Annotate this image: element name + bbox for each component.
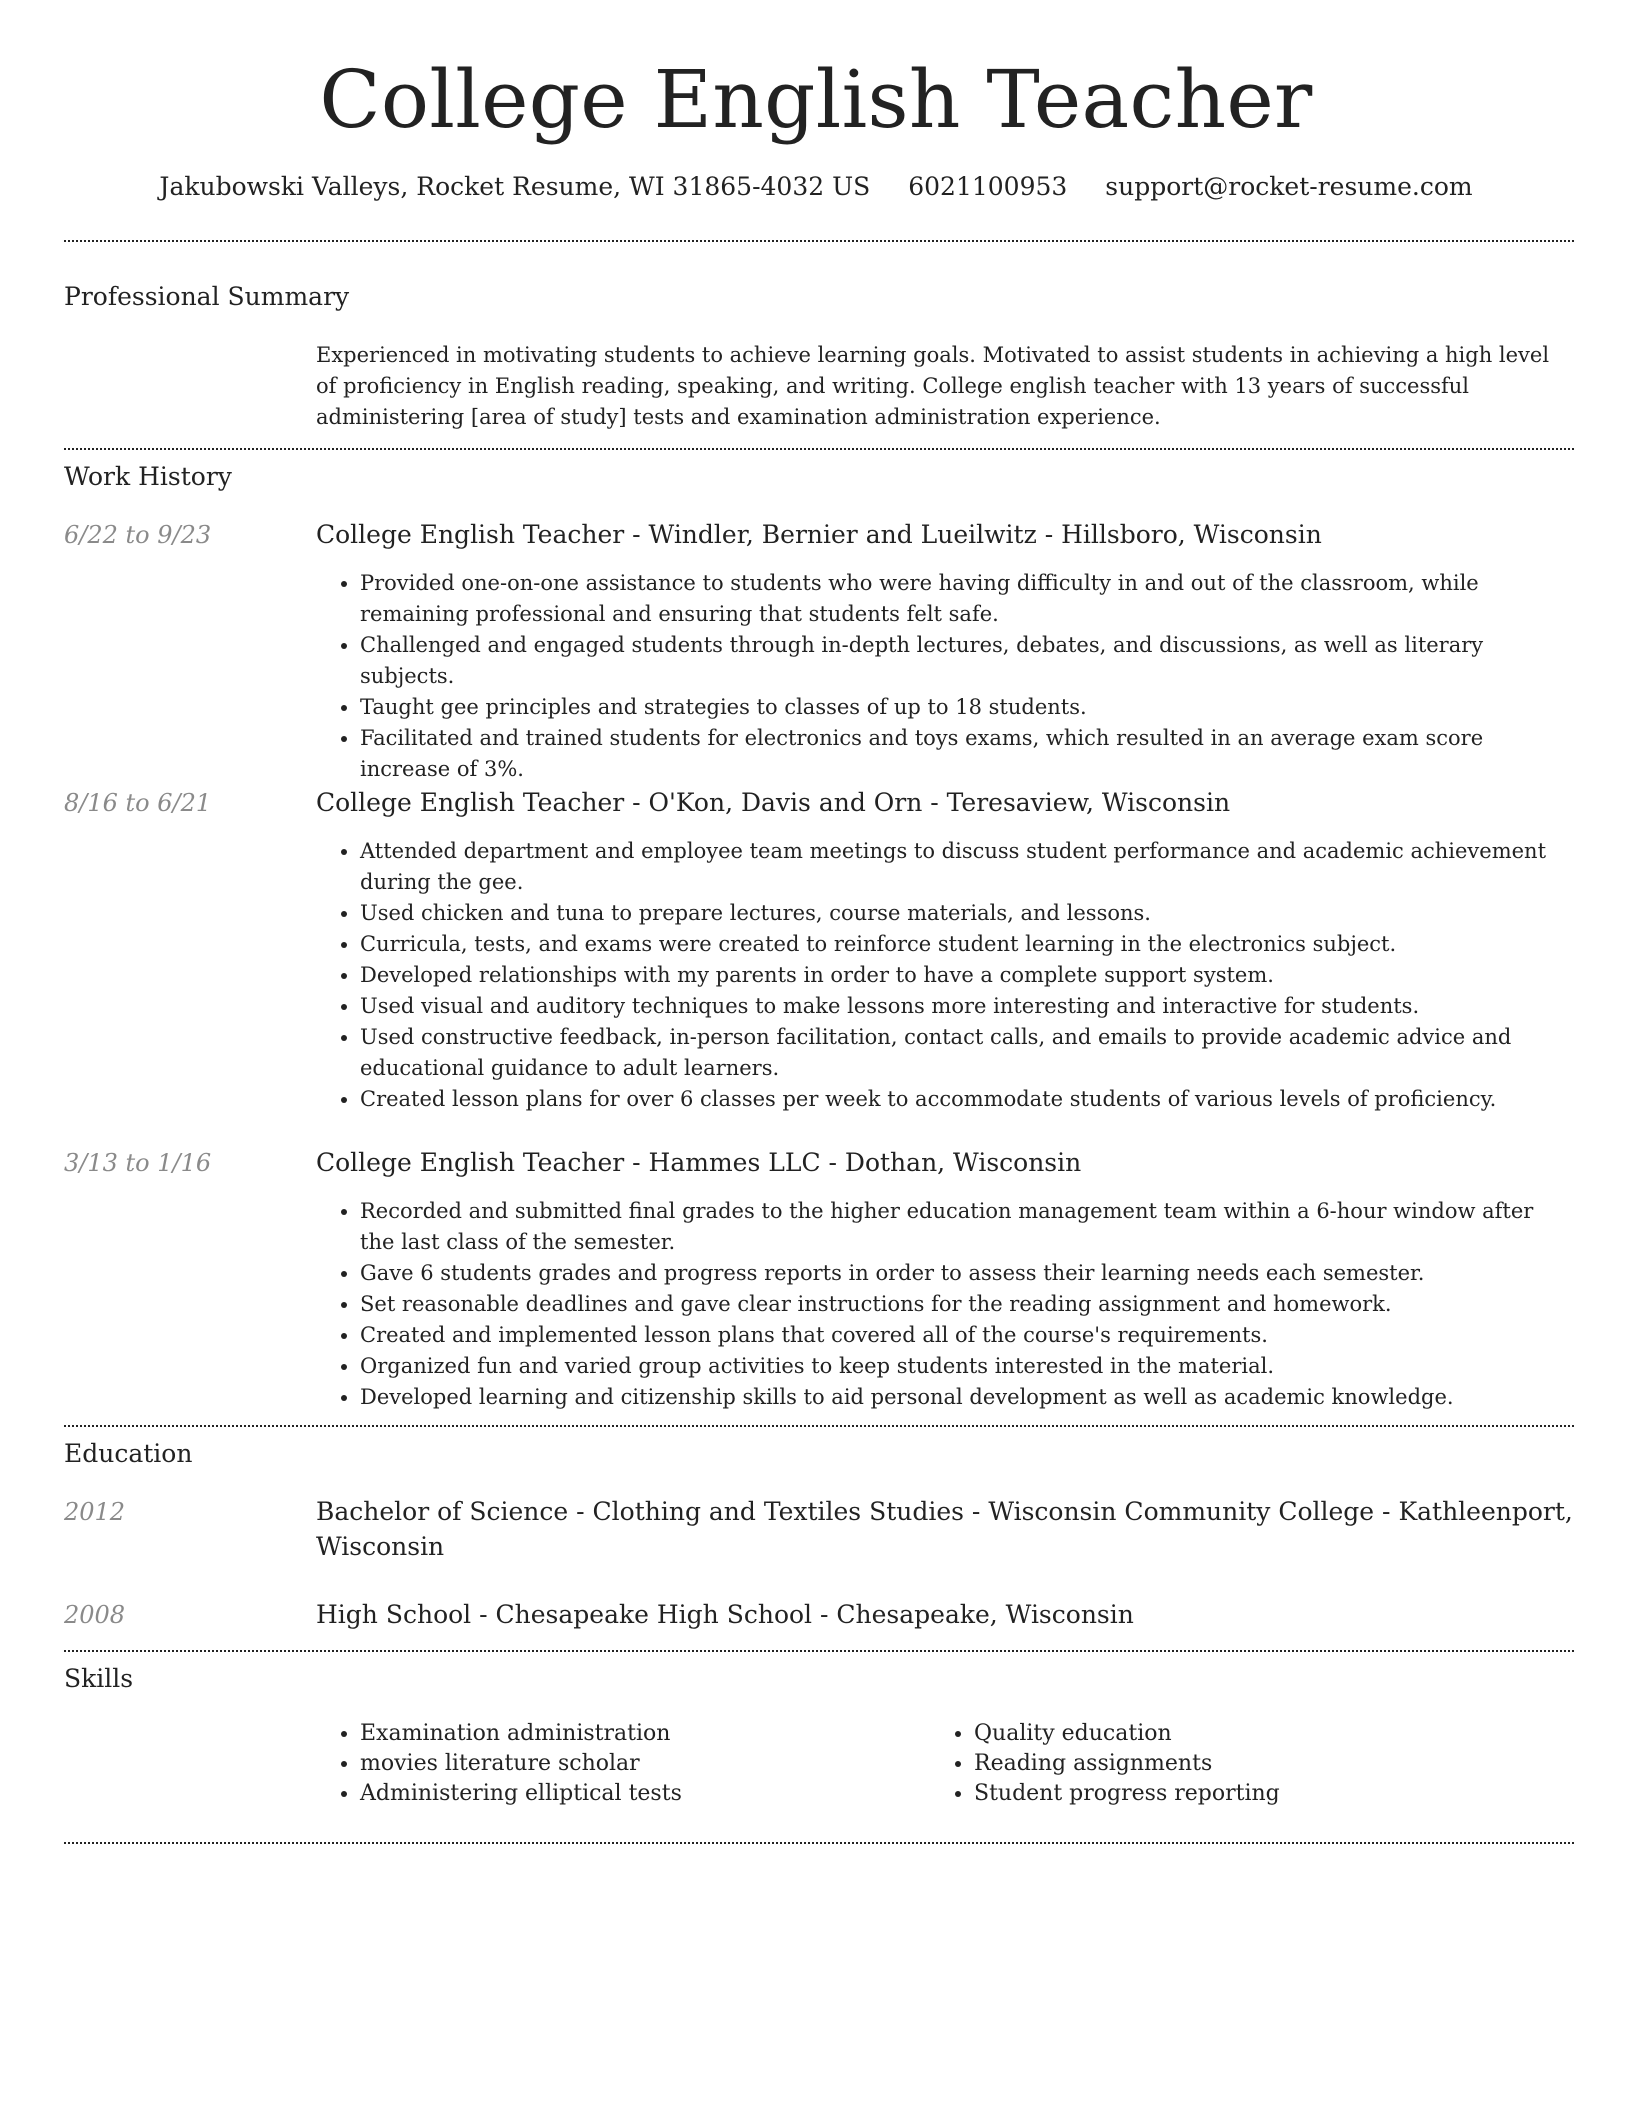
- summary-text: Experienced in motivating students to achieve learning goals. Motivated to assist students in achieving a high level of proficiency in English reading, speaking, and writing. College english teacher with 13 years of successful administering [area of study] tests and examination administration experience.: [316, 343, 1550, 429]
- education-entry: High School - Chesapeake High School - Chesapeake, Wisconsin: [316, 1600, 1134, 1629]
- job-dates: 8/16 to 6/21: [64, 789, 212, 817]
- job-bullets: [316, 568, 1574, 785]
- job-title: College English Teacher - Windler, Bernier and Lueilwitz - Hillsboro, Wisconsin: [316, 520, 1322, 549]
- education-entry: Bachelor of Science - Clothing and Textiles Studies - Wisconsin Community College - Kathleenport, Wisconsin: [316, 1497, 1573, 1561]
- section-title-skills: Skills: [64, 1664, 134, 1693]
- contact-address: Jakubowski Valleys, Rocket Resume, WI 31865-4032 US: [159, 172, 871, 201]
- list-item: • Challenged and engaged students through in-depth lectures, debates, and discussions, as well as literary subjects.: [360, 630, 1574, 692]
- education-year: 2012: [64, 1498, 126, 1526]
- job-title: College English Teacher - Hammes LLC - Dothan, Wisconsin: [316, 1148, 1082, 1177]
- divider: [64, 240, 1574, 242]
- list-item: • Used constructive feedback, in-person facilitation, contact calls, and emails to provide academic advice and educational guidance to adult learners.: [360, 1022, 1574, 1084]
- job-bullets: [316, 1196, 1574, 1413]
- list-item: • Examination administration: [360, 1719, 916, 1749]
- section-title-summary: Professional Summary: [64, 282, 350, 311]
- list-item: • Taught gee principles and strategies to classes of up to 18 students.: [360, 692, 1574, 723]
- divider: [64, 1425, 1574, 1427]
- list-item: • Set reasonable deadlines and gave clear instructions for the reading assignment and homework.: [360, 1289, 1574, 1320]
- divider: [64, 448, 1574, 450]
- list-item: • Used visual and auditory techniques to make lessons more interesting and interactive for students.: [360, 991, 1574, 1022]
- list-item: • movies literature scholar: [360, 1749, 916, 1779]
- job-bullets: [316, 836, 1574, 1115]
- list-item: • Created and implemented lesson plans that covered all of the course's requirements.: [360, 1320, 1574, 1351]
- list-item: • Created lesson plans for over 6 classes per week to accommodate students of various levels of proficiency.: [360, 1084, 1574, 1115]
- list-item: • Organized fun and varied group activities to keep students interested in the material.: [360, 1351, 1574, 1382]
- contact-email: support@rocket-resume.com: [1105, 172, 1473, 201]
- resume-title: College English Teacher: [319, 53, 1313, 146]
- list-item: • Developed relationships with my parents in order to have a complete support system.: [360, 960, 1574, 991]
- contact-line: [0, 170, 1632, 204]
- list-item: • Quality education: [974, 1719, 1530, 1749]
- contact-phone: 6021100953: [908, 172, 1068, 201]
- list-item: • Recorded and submitted final grades to the higher education management team within a 6-hour window after the last class of the semester.: [360, 1196, 1574, 1258]
- job-dates: 3/13 to 1/16: [64, 1149, 212, 1177]
- list-item: • Student progress reporting: [974, 1779, 1530, 1809]
- skills-list-left: [316, 1719, 916, 1809]
- list-item: • Administering elliptical tests: [360, 1779, 916, 1809]
- job-dates: 6/22 to 9/23: [64, 521, 212, 549]
- list-item: • Used chicken and tuna to prepare lectures, course materials, and lessons.: [360, 898, 1574, 929]
- list-item: • Provided one-on-one assistance to students who were having difficulty in and out of the classroom, while remaining professional and ensuring that students felt safe.: [360, 568, 1574, 630]
- list-item: • Developed learning and citizenship skills to aid personal development as well as academic knowledge.: [360, 1382, 1574, 1413]
- section-title-work: Work History: [64, 462, 232, 491]
- education-year: 2008: [64, 1601, 126, 1629]
- section-title-education: Education: [64, 1439, 193, 1468]
- divider: [64, 1842, 1574, 1844]
- list-item: • Gave 6 students grades and progress reports in order to assess their learning needs each semester.: [360, 1258, 1574, 1289]
- list-item: • Facilitated and trained students for electronics and toys exams, which resulted in an average exam score increase of 3%.: [360, 723, 1574, 785]
- skills-list-right: [930, 1719, 1530, 1809]
- list-item: • Reading assignments: [974, 1749, 1530, 1779]
- job-title: College English Teacher - O'Kon, Davis and Orn - Teresaview, Wisconsin: [316, 788, 1231, 817]
- divider: [64, 1650, 1574, 1652]
- list-item: • Curricula, tests, and exams were created to reinforce student learning in the electronics subject.: [360, 929, 1574, 960]
- list-item: • Attended department and employee team meetings to discuss student performance and academic achievement during the gee.: [360, 836, 1574, 898]
